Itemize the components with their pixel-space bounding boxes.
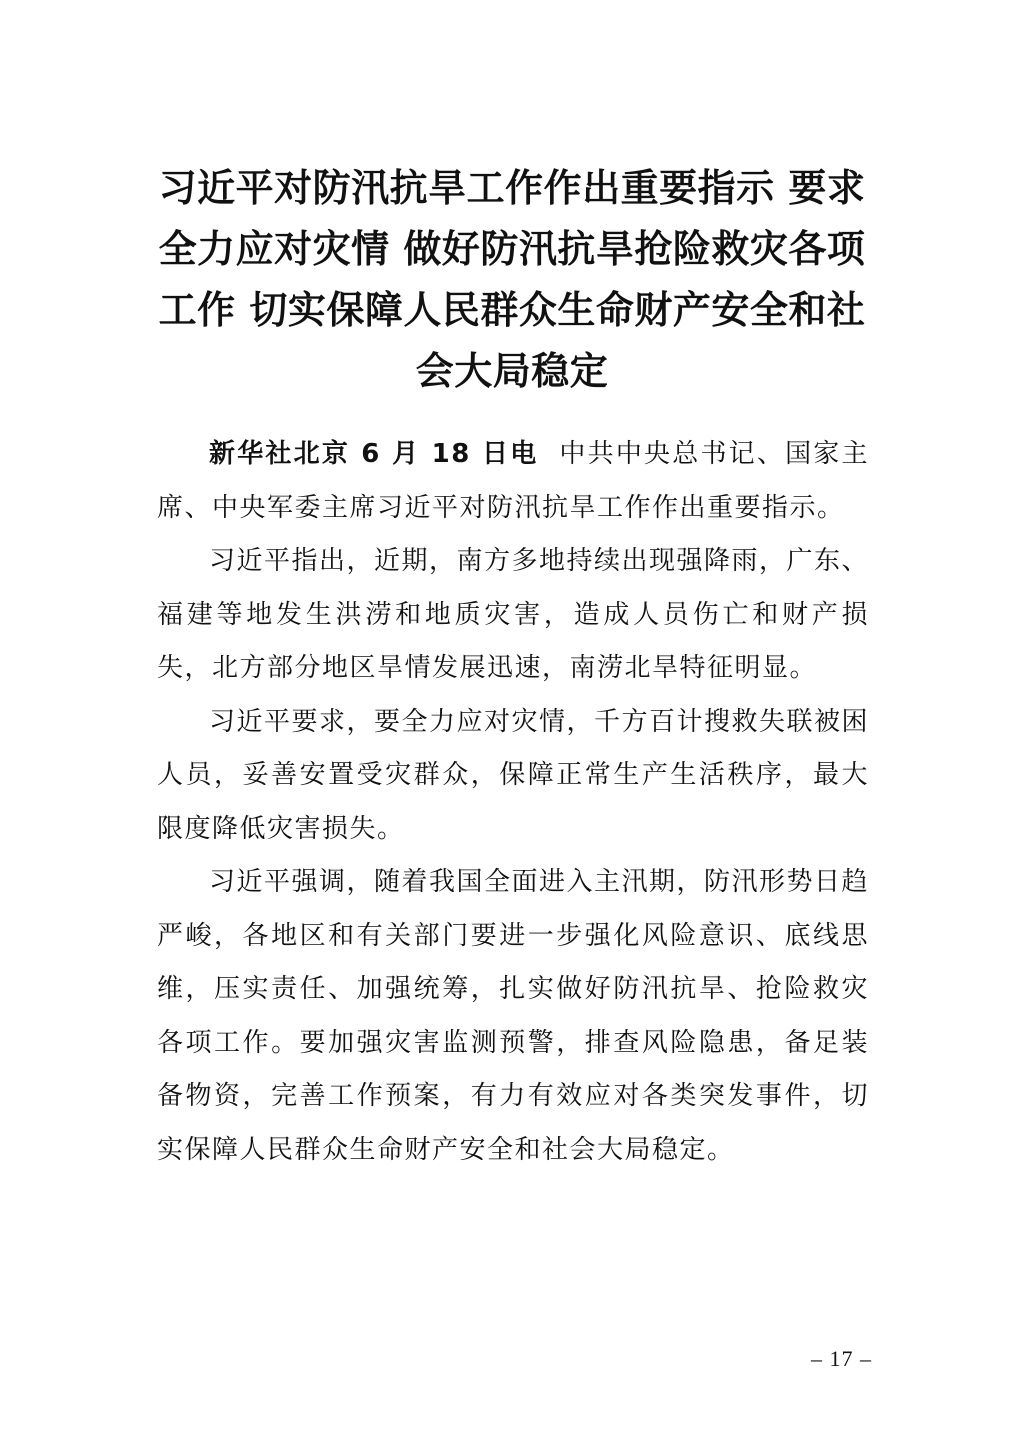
paragraph-1-text: 中共中央总书记、国家主席、中央军委主席习近平对防汛抗旱工作作出重要指示。	[157, 439, 869, 523]
paragraph-4: 习近平强调，随着我国全面进入主汛期，防汛形势日趋严峻，各地区和有关部门要进一步强化风险意识、底线思维，压实责任、加强统筹，扎实做好防汛抗旱、抢险救灾各项工作。要加强灾害监测预警，排查风险隐患，备足装备物资，完善工作预案，有力有效应对各类突发事件，切实保障人民群众生命财产安全和社会大局稳定。	[157, 867, 870, 1165]
document-title	[150, 158, 874, 402]
paragraph-1	[157, 428, 869, 535]
paragraph-2: 习近平指出，近期，南方多地持续出现强降雨，广东、福建等地发生洪涝和地质灾害，造成人员伤亡和财产损失，北方部分地区旱情发展迅速，南涝北旱特征明显。	[157, 546, 870, 683]
title-line-1: 习近平对防汛抗旱工作作出重要指示 要求	[158, 166, 866, 210]
title-line-3: 工作 切实保障人民群众生命财产安全和社	[158, 288, 866, 332]
page-number: – 17 –	[811, 1346, 872, 1371]
title-line-2: 全力应对灾情 做好防汛抗旱抢险救灾各项	[158, 227, 866, 271]
dateline: 新华社北京 6 月 18 日电	[209, 439, 539, 469]
document-body	[157, 428, 869, 1177]
title-line-4: 会大局稳定	[415, 349, 609, 393]
paragraph-3: 习近平要求，要全力应对灾情，千方百计搜救失联被困人员，妥善安置受灾群众，保障正常生产生活秩序，最大限度降低灾害损失。	[157, 706, 870, 844]
